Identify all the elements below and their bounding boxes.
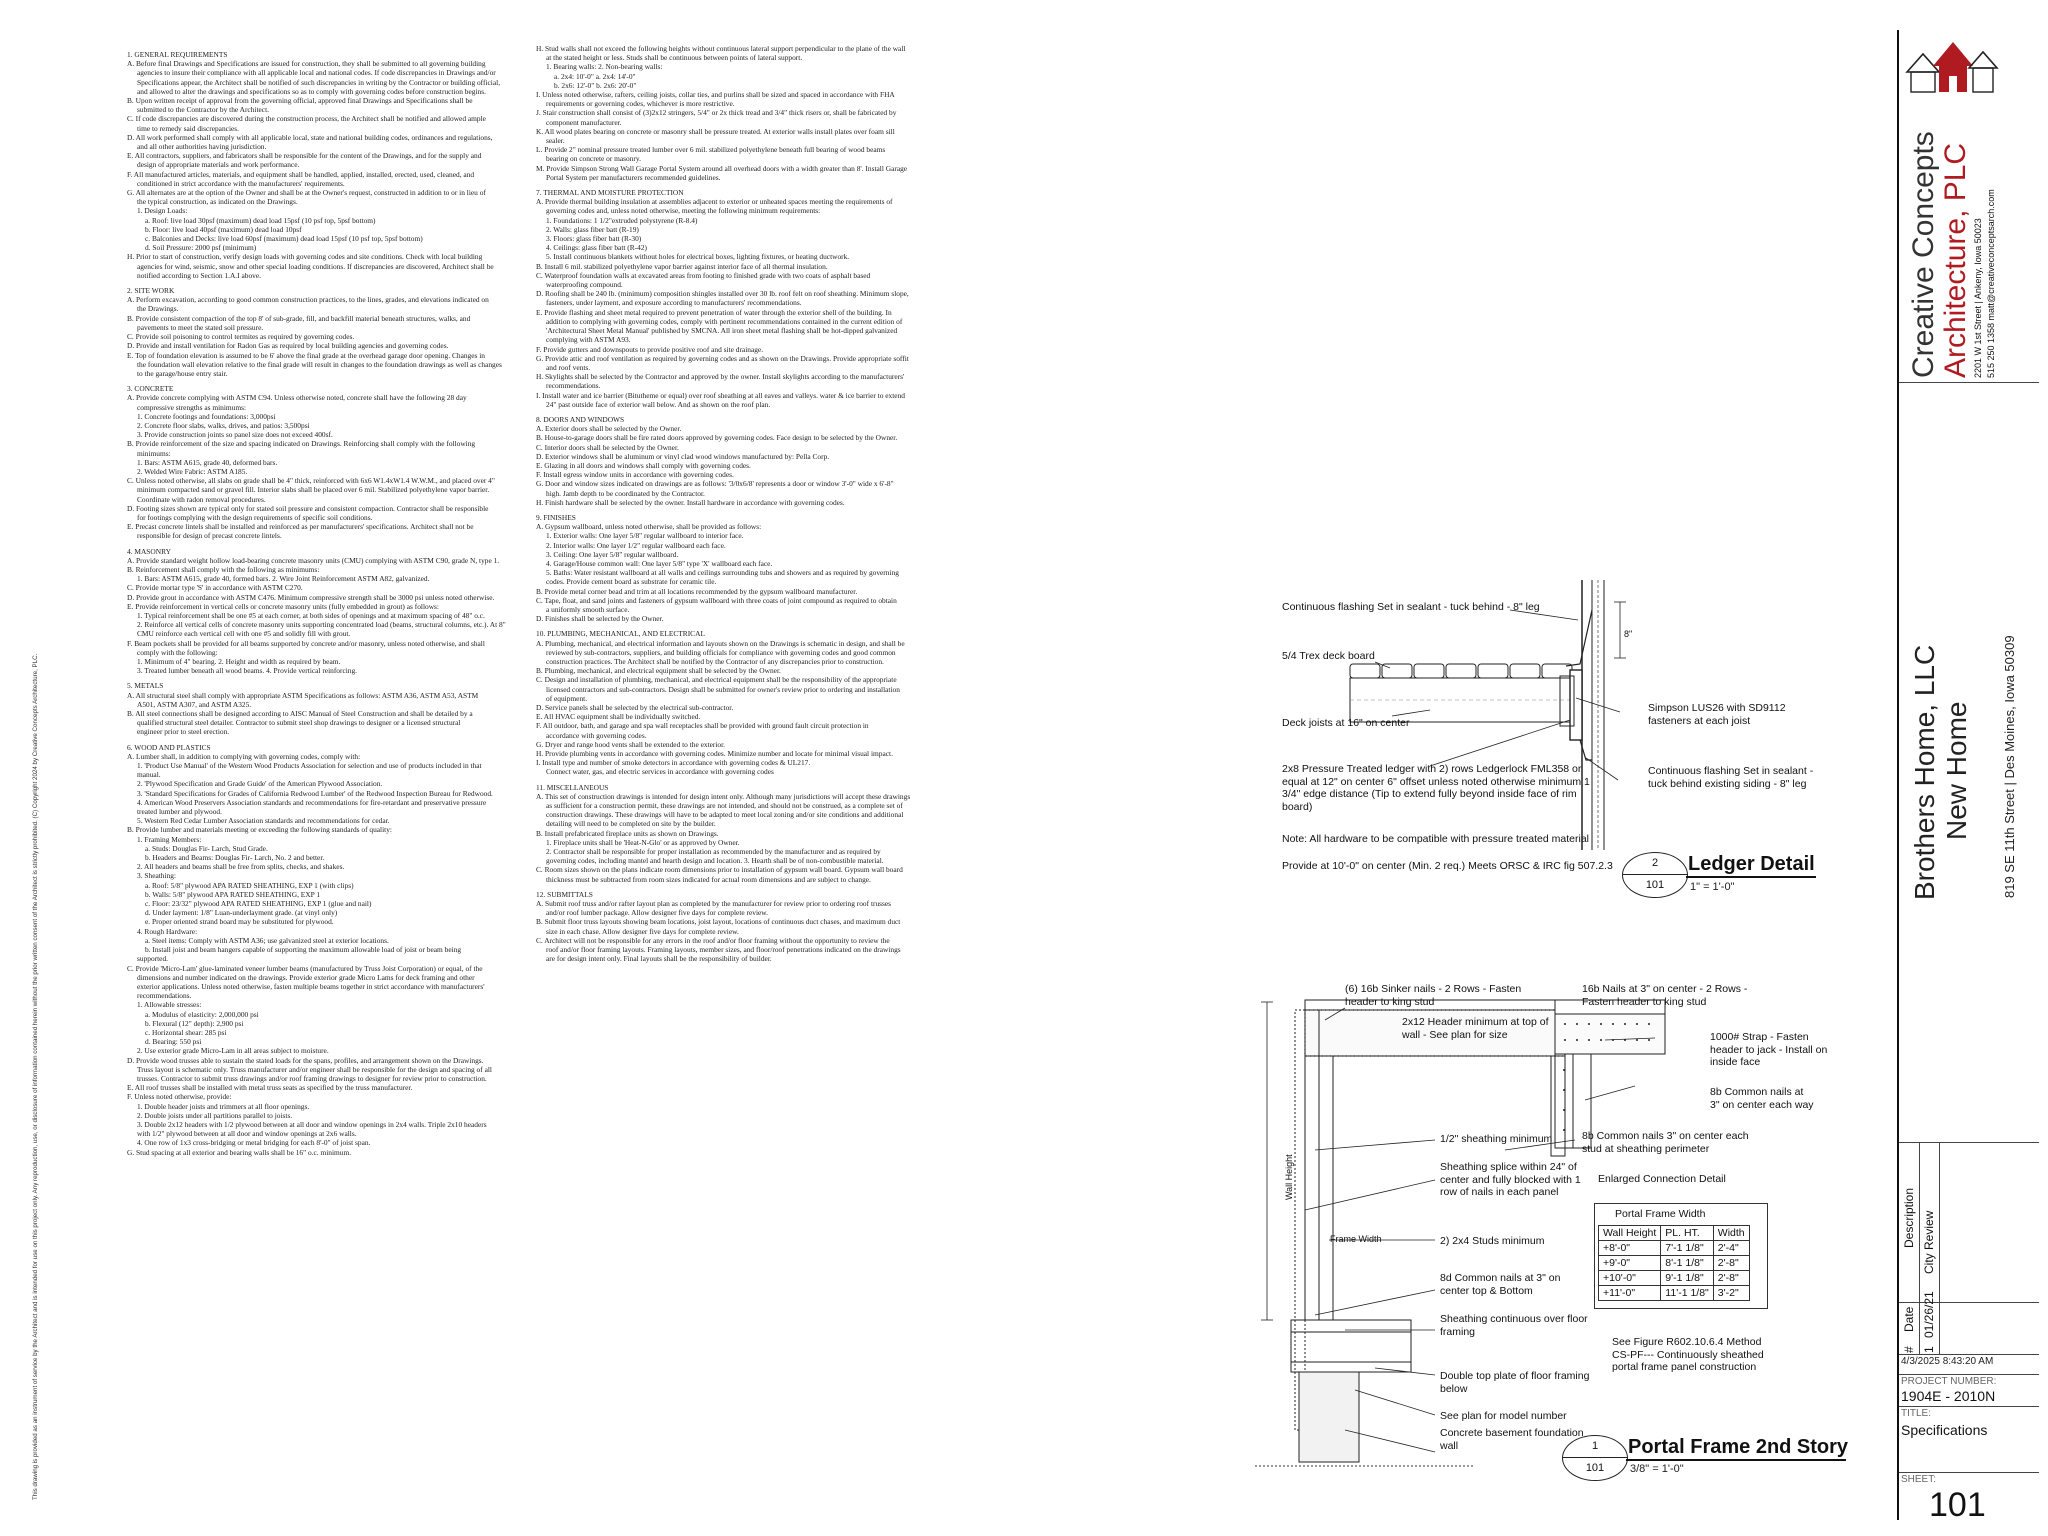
spec-line: 3. 'Standard Specifications for Grades of California Redwood Lumber' of the Redwood Inspection Bureau for Redwood. bbox=[137, 788, 493, 798]
spec-line: C. Tape, float, and sand joints and fasteners of gypsum wallboard with three coats of joint compound as required to obtain bbox=[536, 595, 897, 605]
spec-line: A. Exterior doors shall be selected by the Owner. bbox=[536, 424, 682, 434]
spec-line: F. Unless noted otherwise, provide: bbox=[127, 1092, 232, 1102]
portal-frame-width-table-title: Portal Frame Width bbox=[1615, 1208, 1706, 1220]
spec-line: addition to complying with governing codes, comply with pertinent recommendations contained in the current edition of bbox=[546, 316, 903, 326]
portal-note-continuous: Sheathing continuous over floor framing bbox=[1440, 1313, 1588, 1338]
spec-line: a. Steel items: Comply with ASTM A36; use galvanized steel at exterior locations. bbox=[145, 935, 389, 945]
firm-name-line1: Creative Concepts bbox=[1907, 131, 1940, 378]
spec-line: 1. Exterior walls: One layer 5/8" regular wallboard to interior face. bbox=[546, 531, 744, 541]
spec-line: and allowed to alter the drawings and specifications so as to comply with governing codes before construction begins. bbox=[137, 86, 486, 96]
spec-line: 4. MASONRY bbox=[127, 546, 171, 556]
portal-detail-bubble bbox=[1562, 1435, 1628, 1481]
spec-line: 2. Use exterior grade Micro-Lam in all areas subject to moisture. bbox=[137, 1046, 329, 1056]
spec-line: design of appropriate materials and work performance. bbox=[137, 160, 300, 170]
spec-line: 1. Bearing walls: 2. Non-bearing walls: bbox=[546, 62, 663, 72]
client-name: Brothers Home, LLC bbox=[1909, 644, 1940, 900]
spec-line: F. Install egress window units in accordance with governing codes. bbox=[536, 470, 734, 480]
spec-line: and roof vents. bbox=[546, 362, 591, 372]
spec-line: B. Reinforcement shall comply with the following as minimums: bbox=[127, 564, 320, 574]
spec-line: governing codes and, unless noted otherwise, meeting the following minimum requirements: bbox=[546, 206, 821, 216]
spec-line: 3. Provide construction joints so panel size does not exceed 400sf. bbox=[137, 430, 333, 440]
spec-line: A. Gypsum wallboard, unless noted otherwise, shall be provided as follows: bbox=[536, 522, 762, 532]
spec-line: 5. METALS bbox=[127, 681, 164, 691]
spec-line: exterior applications. Unless noted otherwise, fasten multiple beams together in strict accordance with manufacturers' bbox=[137, 981, 485, 991]
spec-line: 8. DOORS AND WINDOWS bbox=[536, 414, 625, 424]
ledger-title-rule bbox=[1686, 876, 1816, 878]
spec-line: G. Provide attic and roof ventilation as required by governing codes and as shown on the Drawings. Provide appropriate soffit bbox=[536, 353, 909, 363]
ledger-note-hardware: Note: All hardware to be compatible with pressure treated material bbox=[1282, 833, 1589, 845]
spec-line: 4. American Wood Preservers Association standards and recommendations for fire-retardant and preservative pressure bbox=[137, 797, 487, 807]
ledger-note-trex: 5/4 Trex deck board bbox=[1282, 650, 1375, 662]
spec-line: B. Install 6 mil. stabilized polyethylene vapor barrier against interior face of all thermal insulation. bbox=[536, 261, 828, 271]
print-timestamp: 4/3/2025 8:43:20 AM bbox=[1901, 1356, 1994, 1367]
spec-line: pavements to meet the stated soil pressure. bbox=[137, 322, 264, 332]
spec-line: recommendations. bbox=[137, 991, 192, 1001]
portal-detail-sheet: 101 bbox=[1585, 1462, 1605, 1474]
spec-line: complying with ASTM A93. bbox=[546, 335, 631, 345]
spec-line: I. Unless noted otherwise, rafters, ceiling joists, collar ties, and purlins shall be sized and spaced in accordance with FHA bbox=[536, 90, 895, 100]
spec-line: A. Provide concrete complying with ASTM C94. Unless otherwise noted, concrete shall have the following 28 day bbox=[127, 393, 467, 403]
spec-line: B. Upon written receipt of approval from the governing official, approved final Drawings and Specifications shall be bbox=[127, 96, 473, 106]
table-cell: +8'-0" bbox=[1599, 1241, 1661, 1256]
spec-line: 1. Bars: ASTM A615, grade 40, deformed bars. bbox=[137, 457, 278, 467]
spec-line: Coordinate with radon removal procedures. bbox=[137, 494, 266, 504]
spec-line: e. Proper oriented strand board may be substituted for plywood. bbox=[145, 917, 334, 927]
spec-line: b. Headers and Beams: Douglas Fir- Larch, No. 2 and better. bbox=[145, 853, 325, 863]
spec-line: G. Dryer and range hood vents shall be extended to the exterior. bbox=[536, 739, 726, 749]
portal-note-figure: See Figure R602.10.6.4 Method CS-PF--- Continuously sheathed portal frame panel construction bbox=[1612, 1336, 1764, 1373]
rev-row-num: 1 bbox=[1922, 1346, 1936, 1353]
spec-line: 11. MISCELLANEOUS bbox=[536, 782, 609, 792]
spec-line: L. Provide 2" nominal pressure treated lumber over 6 mil. stabilized polyethylene beneath full bearing of wood beams bbox=[536, 145, 886, 155]
spec-line: E. All contractors, suppliers, and fabricators shall be responsible for the content of the Drawings, and for the supply and bbox=[127, 151, 482, 161]
spec-line: A. Submit roof truss and/or rafter layout plan as completed by the manufacturer for review prior to ordering roof trusses bbox=[536, 899, 892, 909]
portal-note-sinker: (6) 16b Sinker nails - 2 Rows - Fasten header to king stud bbox=[1345, 983, 1522, 1008]
spec-line: I. Install type and number of smoke detectors in accordance with governing codes & UL217. bbox=[536, 758, 811, 768]
title-block bbox=[1897, 30, 2039, 1524]
spec-line: 4. One row of 1x3 cross-bridging or metal bridging for each 8'-0" of joist span. bbox=[137, 1138, 371, 1148]
spec-line: 1. 'Product Use Manual' of the Western Wood Products Association for selection and use of products included in that bbox=[137, 761, 482, 771]
spec-line: the foundation wall elevation relative to the final grade will result in changes to the foundation drawings as well as changes bbox=[137, 359, 502, 369]
sheet-label: SHEET: bbox=[1901, 1474, 1937, 1485]
spec-line: A. Before final Drawings and Specifications are issued for construction, they shall be submitted to all governing building bbox=[127, 59, 486, 69]
spec-line: 2. SITE WORK bbox=[127, 286, 175, 296]
portal-note-model: See plan for model number bbox=[1440, 1410, 1567, 1422]
sheet-number: 101 bbox=[1929, 1486, 1986, 1524]
portal-detail-title: Portal Frame 2nd Story bbox=[1628, 1436, 1849, 1458]
table-row bbox=[1599, 1256, 1750, 1271]
rev-header-num: # bbox=[1902, 1346, 1916, 1353]
spec-line: c. Floor: 23/32" plywood APA RATED SHEATHING, EXP 1 (glue and nail) bbox=[145, 899, 372, 909]
spec-line: C. Provide 'Micro-Lam' glue-laminated veneer lumber beams (manufactured by Truss Joist Corporation) or equal, of the bbox=[127, 963, 483, 973]
spec-line: 2. Welded Wire Fabric: ASTM A185. bbox=[137, 466, 248, 476]
spec-line: F. Provide gutters and downspouts to provide positive roof and site drainage. bbox=[536, 344, 764, 354]
spec-line: A501, ASTM A307, and ASTM A325. bbox=[137, 699, 252, 709]
spec-line: G. Stud spacing at all exterior and bearing walls shall be 16" o.c. minimum. bbox=[127, 1147, 352, 1157]
spec-line: 1. Double header joists and trimmers at all floor openings. bbox=[137, 1101, 310, 1111]
spec-line: J. Stair construction shall consist of (3)2x12 stringers, 5/4" or 2x thick tread and 3/4" thick risers or, shall be fabricated by bbox=[536, 108, 897, 118]
spec-line: requirements or governing codes, whichever is more restrictive. bbox=[546, 99, 735, 109]
spec-line: agencies to insure their compliance with all applicable local and national codes. If code discrepancies in Drawings and/or bbox=[137, 68, 496, 78]
spec-line: b. 2x6: 12'-0" b. 2x6: 20'-0" bbox=[554, 80, 637, 90]
ledger-note-joists: Deck joists at 16" on center bbox=[1282, 717, 1410, 729]
spec-line: CMU reinforce each vertical cell with one #5 and solidly fill with grout. bbox=[137, 629, 351, 639]
spec-line: 1. Foundations: 1 1/2"extruded polystyrene (R-8.4) bbox=[546, 215, 698, 225]
spec-line: D. Footing sizes shown are typical only for stated soil pressure and consistent compaction. Contractor shall be responsible bbox=[127, 503, 489, 513]
spec-line: sealer. bbox=[546, 136, 565, 146]
spec-line: recommendations. bbox=[546, 381, 601, 391]
spec-line: H. Provide plumbing vents in accordance with governing codes. Minimize number and locate for minimal visual impact. bbox=[536, 749, 893, 759]
spec-line: of equipment. bbox=[546, 693, 588, 703]
spec-line: roof and/or floor framing layouts. Framing layouts, member sizes, and floor/roof penetrations indicated on the drawings bbox=[546, 945, 901, 955]
spec-line: a. Studs: Douglas Fir- Larch, Stud Grade. bbox=[145, 843, 268, 853]
spec-line: E. All HVAC equipment shall be individually switched. bbox=[536, 712, 701, 722]
spec-line: construction drawings. These drawings will have to be adapted to meet local zoning and/or site conditions and additional bbox=[546, 810, 904, 820]
ledger-detail-title: Ledger Detail bbox=[1688, 853, 1815, 875]
spec-line: 24" past outside face of exterior wall below. And as shown on the roof plan. bbox=[546, 399, 771, 409]
spec-line: B. Provide reinforcement of the size and spacing indicated on Drawings. Reinforcing shall comply with the following bbox=[127, 439, 476, 449]
spec-line: 2. Walls: glass fiber batt (R-19) bbox=[546, 224, 639, 234]
spec-line: D. Roofing shall be 240 lb. (minimum) composition shingles installed over 30 lb. roof felt on roof sheathing. Minimum slope, bbox=[536, 289, 909, 299]
spec-line: a uniformly smooth surface. bbox=[546, 604, 630, 614]
spec-line: for footings complying with the design requirements of specific soil conditions. bbox=[137, 512, 373, 522]
spec-line: d. Soil Pressure: 2000 psf (minimum) bbox=[145, 243, 257, 253]
spec-line: 2. Reinforce all vertical cells of concrete masonry units supporting concentrated load (beams, structural columns, etc.). At 8" bbox=[137, 620, 506, 630]
spec-line: reviewed by sub-contractors, suppliers, and building officials for compliance with governing codes and good common bbox=[546, 647, 896, 657]
spec-line: bearing on concrete or masonry. bbox=[546, 154, 641, 164]
table-cell: 9'-1 1/8" bbox=[1661, 1271, 1713, 1286]
spec-line: waterproofing compound. bbox=[546, 280, 623, 290]
spec-line: H. Skylights shall be selected by the Contractor and approved by the owner. Install skylights according to the manufacturers' bbox=[536, 372, 905, 382]
spec-line: and all other authorities having jurisdiction. bbox=[137, 142, 267, 152]
portal-frame-width-table bbox=[1598, 1225, 1750, 1301]
spec-line: 3. Ceiling: One layer 5/8" regular wallboard. bbox=[546, 549, 679, 559]
spec-line: fasteners, under layment, and exposure according to manufacturers' recommendations. bbox=[546, 298, 802, 308]
spec-line: the Drawings. bbox=[137, 304, 179, 314]
table-cell: +11'-0" bbox=[1599, 1286, 1661, 1301]
spec-line: C. Unless noted otherwise, all slabs on grade shall be 4" thick, reinforced with 6x6 W1.4xW1.4 W.W.M., and placed over 4" bbox=[127, 476, 495, 486]
spec-line: E. Provide flashing and sheet metal required to prevent penetration of water through the exterior shell of the building. In bbox=[536, 307, 892, 317]
spec-line: 1. Allowable stresses: bbox=[137, 1000, 202, 1010]
spec-line: conditioned in strict accordance with the manufacturers' requirements. bbox=[137, 178, 345, 188]
spec-line: B. Plumbing, mechanical, and electrical equipment shall be selected by the Owner. bbox=[536, 666, 781, 676]
spec-line: d. Under layment: 1/8" Luan-underlayment grade. (at vinyl only) bbox=[145, 908, 338, 918]
table-cell: 8'-1 1/8" bbox=[1661, 1256, 1713, 1271]
spec-line: B. Provide consistent compaction of the top 8' of sub-grade, fill, and backfill material beneath structures, walks, and bbox=[127, 313, 471, 323]
spec-line: thickness must be subtracted from room sizes indicated for actual room dimensions and are subject to change. bbox=[546, 874, 871, 884]
spec-line: minimum compacted sand or gravel fill. Interior slabs shall be placed over 6 mil. Stabilized polyethylene vapor barrier. bbox=[137, 485, 490, 495]
spec-line: C. Provide mortar type 'S' in accordance with ASTM C270. bbox=[127, 583, 303, 593]
portal-note-8b-common-b: 8b Common nails 3" on center each stud at sheathing perimeter bbox=[1582, 1130, 1749, 1155]
firm-logo bbox=[1903, 32, 2003, 94]
table-header: Width bbox=[1713, 1226, 1749, 1241]
table-header: PL. HT. bbox=[1661, 1226, 1713, 1241]
portal-detail-number: 1 bbox=[1591, 1440, 1599, 1452]
spec-line: 'Architectural Sheet Metal Manual' published by SMCNA. All iron sheet metal flashing shall be hot-dipped galvanized bbox=[546, 326, 898, 336]
spec-line: a. Modulus of elasticity: 2,000,000 psi bbox=[145, 1009, 259, 1019]
ledger-note-ledger: 2x8 Pressure Treated ledger with 2) rows Ledgerlock FML358 or equal at 12" on center 6" offset unless noted otherwise minimum 1 3/4" edge distance (Tip to extend fully beyond inside face of rim board) bbox=[1282, 763, 1590, 813]
spec-line: b. Floor: live load 40psf (maximum) dead load 10psf bbox=[145, 224, 302, 234]
spec-line: E. Top of foundation elevation is assumed to be 6' above the final grade at the overhead garage door opening. Changes in bbox=[127, 350, 485, 360]
spec-line: 7. THERMAL AND MOISTURE PROTECTION bbox=[536, 188, 684, 198]
rev-header-description: Description bbox=[1902, 1187, 1916, 1248]
spec-line: responsible for design of precast concrete lintels. bbox=[137, 531, 282, 541]
spec-line: A. Provide standard weight hollow load-bearing concrete masonry units (CMU) complying with ASTM C90, grade N, type 1. bbox=[127, 555, 500, 565]
portal-title-rule bbox=[1626, 1459, 1846, 1461]
portal-note-16b-nails: 16b Nails at 3" on center - 2 Rows - Fasten header to king stud bbox=[1582, 983, 1748, 1008]
spec-line: A. All structural steel shall comply with appropriate ASTM Specifications as follows: ASTM A36, ASTM A53, ASTM bbox=[127, 690, 479, 700]
spec-line: size in each chase. Allow designer five days for complete review. bbox=[546, 926, 739, 936]
table-cell: 11'-1 1/8" bbox=[1661, 1286, 1713, 1301]
spec-line: B. Provide metal corner bead and trim at all locations recommended by the gypsum wallboard manufacturer. bbox=[536, 586, 858, 596]
spec-line: K. All wood plates bearing on concrete or masonry shall be pressure treated. At exterior walls install plates over foam sill bbox=[536, 126, 895, 136]
sheet-title: Specifications bbox=[1901, 1422, 1988, 1438]
portal-note-sheathing: 1/2" sheathing minimum bbox=[1440, 1133, 1553, 1145]
spec-line: Truss layout is schematic only. Truss manufacturer and/or engineer shall be responsible for the design and spacing of all bbox=[137, 1064, 492, 1074]
firm-name-line2: Architecture, PLC bbox=[1939, 142, 1972, 378]
spec-line: component manufacturer. bbox=[546, 117, 622, 127]
spec-line: construction practices. The Architect shall be notified by the Contractor of any discrepancies prior to construction. bbox=[546, 657, 884, 666]
site-address: 819 SE 11th Street | Des Moines, Iowa 50309 bbox=[2002, 635, 2017, 898]
ledger-detail-bubble bbox=[1622, 852, 1688, 898]
ledger-note-dimension: 8" bbox=[1624, 629, 1633, 639]
spec-line: G. Door and window sizes indicated on drawings are as follows: '3/0x6/8' represents a door or window 3'-0" wide x 6'-8" bbox=[536, 479, 894, 489]
spec-line: c. Balconies and Decks: live load 60psf (maximum) dead load 15psf (10 psf top, 5psf bottom) bbox=[145, 234, 423, 244]
spec-line: 1. Bars: ASTM A615, grade 40, formed bars. 2. Wire Joint Reinforcement ASTM A82, galvanized. bbox=[137, 574, 430, 584]
spec-line: D. All work performed shall comply with all applicable local, state and national building codes, ordinances and regulations, bbox=[127, 132, 493, 142]
spec-line: D. Provide wood trusses able to sustain the stated loads for the spans, profiles, and arrangement shown on the Drawings. bbox=[127, 1055, 484, 1065]
spec-line: qualified structural steel detailer. Contractor to submit steel shop drawings to designer or a licensed structural bbox=[137, 718, 461, 728]
table-cell: +10'-0" bbox=[1599, 1271, 1661, 1286]
table-cell: 2'-8" bbox=[1713, 1256, 1749, 1271]
spec-line: 10. PLUMBING, MECHANICAL, AND ELECTRICAL bbox=[536, 629, 705, 639]
spec-line: 1. GENERAL REQUIREMENTS bbox=[127, 50, 228, 59]
spec-line: B. Install prefabricated fireplace units as shown on Drawings. bbox=[536, 828, 719, 838]
spec-line: 2. Contractor shall be responsible for proper installation as recommended by the manufacturer and as required by bbox=[546, 847, 881, 857]
rev-row-description: City Review bbox=[1922, 1210, 1936, 1274]
portal-wall-height-label: Wall Height bbox=[1284, 1154, 1294, 1200]
rev-header-date: Date bbox=[1902, 1306, 1916, 1332]
spec-line: A. Lumber shall, in addition to complying with governing codes, comply with: bbox=[127, 751, 361, 761]
spec-line: F. All manufactured articles, materials, and equipment shall be handled, applied, installed, erected, used, cleaned, and bbox=[127, 169, 475, 179]
spec-line: a. 2x4: 10'-0" a. 2x4: 14'-0" bbox=[554, 71, 636, 81]
spec-line: 3. Double 2x12 headers with 1/2 plywood between at all door and window openings in 2x4 walls. Triple 2x10 headers bbox=[137, 1119, 487, 1129]
portal-note-8b-common-a: 8b Common nails at 3" on center each way bbox=[1710, 1086, 1814, 1111]
ledger-note-simpson: Simpson LUS26 with SD9112 fasteners at each joist bbox=[1648, 702, 1786, 727]
spec-line: 4. Ceilings: glass fiber batt (R-42) bbox=[546, 243, 647, 253]
spec-line: b. Flexural (12" depth): 2,900 psi bbox=[145, 1018, 244, 1028]
spec-line: C. Architect will not be responsible for any errors in the roof and/or floor framing without the opportunity to review the bbox=[536, 935, 890, 945]
project-number: 1904E - 2010N bbox=[1901, 1388, 1996, 1404]
portal-detail-scale: 3/8" = 1'-0" bbox=[1630, 1463, 1684, 1475]
spec-line: are for design intent only. Final layouts shall be the responsibility of builder. bbox=[546, 954, 772, 964]
spec-line: 2. Concrete floor slabs, walks, drives, and patios: 3,500psi bbox=[137, 420, 310, 430]
spec-line: 2. 'Plywood Specification and Grade Guide' of the American Plywood Association. bbox=[137, 779, 383, 789]
firm-address: 2201 W 1st Street | Ankeny, Iowa 50023 bbox=[1973, 218, 1983, 378]
spec-line: 6. WOOD AND PLASTICS bbox=[127, 742, 211, 752]
spec-line: 1. Concrete footings and foundations: 3,000psi bbox=[137, 411, 276, 421]
spec-line: Connect water, gas, and electric services in accordance with governing codes bbox=[546, 767, 774, 777]
portal-note-splice: Sheathing splice within 24" of center and fully blocked with 1 row of nails in each panel bbox=[1440, 1161, 1581, 1198]
spec-line: 5. Western Red Cedar Lumber Association standards and recommendations for cedar. bbox=[137, 816, 390, 826]
spec-line: 1. Design Loads: bbox=[137, 206, 188, 216]
spec-line: supported. bbox=[137, 954, 168, 964]
spec-line: comply with the following: bbox=[137, 647, 218, 657]
spec-line: E. Precast concrete lintels shall be installed and reinforced as per manufacturers' specifications. Architect shall not be bbox=[127, 522, 474, 532]
spec-line: 3. Treated lumber beneath all wood beams. 4. Provide vertical reinforcing. bbox=[137, 666, 358, 676]
spec-line: D. Exterior windows shall be aluminum or vinyl clad wood windows manufactured by: Pella Corp. bbox=[536, 451, 830, 461]
spec-line: b. Install joist and beam hangers capable of supporting the maximum allowable load of joist or beam being bbox=[145, 945, 462, 955]
portal-frame-width-label: Frame Width bbox=[1330, 1234, 1382, 1244]
spec-line: trusses. Contractor to submit truss drawings and/or roof framing drawings to designer for review prior to construction. bbox=[137, 1073, 487, 1083]
portal-note-header: 2x12 Header minimum at top of wall - See plan for size bbox=[1402, 1016, 1549, 1041]
spec-line: engineer prior to steel erection. bbox=[137, 727, 230, 737]
spec-line: H. Stud walls shall not exceed the following heights without continuous lateral support perpendicular to the plane of the wall bbox=[536, 44, 906, 53]
spec-line: A. Perform excavation, according to good common construction practices, to the lines, grades, and elevations indicated on bbox=[127, 295, 489, 305]
portal-note-double-plate: Double top plate of floor framing below bbox=[1440, 1370, 1590, 1395]
ledger-note-flashing-bottom: Continuous flashing Set in sealant - tuck behind existing siding - 8" leg bbox=[1648, 765, 1814, 790]
rev-row-date: 01/26/21 bbox=[1922, 1291, 1936, 1338]
spec-line: E. Glazing in all doors and windows shall comply with governing codes. bbox=[536, 460, 751, 470]
spec-line: D. Provide grout in accordance with ASTM C476. Minimum compressive strength shall be 3000 psi unless noted otherwise. bbox=[127, 592, 495, 602]
spec-line: at the stated height or less. Studs shall be continuous between points of lateral support. bbox=[546, 53, 803, 63]
spec-line: A. Plumbing, mechanical, and electrical information and layouts shown on the Drawings is schematic in design, and shall be bbox=[536, 638, 905, 648]
spec-line: compressive strengths as minimums: bbox=[137, 402, 247, 412]
spec-line: B. Provide lumber and materials meeting or exceeding the following standards of quality: bbox=[127, 825, 392, 835]
table-header: Wall Height bbox=[1599, 1226, 1661, 1241]
portal-note-studs: 2) 2x4 Studs minimum bbox=[1440, 1235, 1545, 1247]
spec-line: the typical construction, as indicated on the Drawings. bbox=[137, 197, 298, 207]
spec-line: B. All steel connections shall be designed according to AISC Manual of Steel Construction and shall be detailed by a bbox=[127, 709, 473, 719]
specifications-column-right bbox=[536, 44, 934, 964]
spec-line: licensed contractors and sub-contractors. Design shall be submitted for owner's review prior to ordering and installation bbox=[546, 684, 900, 694]
spec-line: C. Provide soil poisoning to control termites as required by governing codes. bbox=[127, 332, 355, 342]
specifications-column-left bbox=[127, 44, 522, 1157]
spec-line: E. All roof trusses shall be installed with metal truss seats as specified by the truss manufacturer. bbox=[127, 1083, 413, 1093]
spec-line: 4. Rough Hardware: bbox=[137, 926, 198, 936]
spec-line: C. If code discrepancies are discovered during the construction process, the Architect shall be notified and allowed ample bbox=[127, 114, 486, 124]
spec-line: to the garage/house entry stair. bbox=[137, 368, 228, 378]
spec-line: agencies for wind, seismic, snow and other special loading conditions. If discrepancies are discovered, Architect shall be bbox=[137, 261, 494, 271]
portal-note-enlarged: Enlarged Connection Detail bbox=[1598, 1173, 1726, 1185]
spec-line: b. Walls: 5/8" plywood APA RATED SHEATHING, EXP 1 bbox=[145, 889, 321, 899]
ledger-detail-number: 2 bbox=[1651, 857, 1659, 869]
ledger-detail-scale: 1" = 1'-0" bbox=[1690, 881, 1735, 893]
ledger-note-flashing-top: Continuous flashing Set in sealant - tuck behind - 8" leg bbox=[1282, 601, 1540, 613]
table-cell: +9'-0" bbox=[1599, 1256, 1661, 1271]
portal-note-basement: Concrete basement foundation wall bbox=[1440, 1427, 1584, 1452]
spec-line: C. Room sizes shown on the plans indicate room dimensions prior to installation of gypsum wall board. Gypsum wall board bbox=[536, 865, 903, 875]
spec-line: Portal System per manufacturers recommended guidelines. bbox=[546, 172, 721, 182]
spec-line: 1. Typical reinforcement shall be one #5 at each corner, at both sides of openings and at maximum spacing of 48" o.c. bbox=[137, 610, 485, 620]
spec-line: E. Provide reinforcement in vertical cells or concrete masonry units (fully embedded in grout) as follows: bbox=[127, 601, 439, 611]
spec-line: codes. Provide cement board as substrate for ceramic tile. bbox=[546, 577, 717, 587]
spec-line: H. Prior to start of construction, verify design loads with governing codes and site conditions. Check with local building bbox=[127, 252, 483, 262]
firm-contact: 515 250 1358 matt@creativeconceptsarch.com bbox=[1986, 189, 1996, 378]
spec-line: A. This set of construction drawings is intended for design intent only. Although many jurisdictions will accept these drawings bbox=[536, 791, 911, 801]
spec-line: manual. bbox=[137, 770, 161, 780]
spec-line: a. Roof: 5/8" plywood APA RATED SHEATHING, EXP 1 (with clips) bbox=[145, 880, 354, 890]
spec-line: C. Interior doors shall be selected by the Owner. bbox=[536, 442, 679, 452]
table-cell: 2'-8" bbox=[1713, 1271, 1749, 1286]
spec-line: 2. Interior walls: One layer 1/2" regular wallboard each face. bbox=[546, 540, 726, 550]
spec-line: 1. Fireplace units shall be 'Heat-N-Glo' or as approved by Owner. bbox=[546, 837, 740, 847]
spec-line: 1. Framing Members: bbox=[137, 834, 202, 844]
table-cell: 3'-2" bbox=[1713, 1286, 1749, 1301]
spec-line: A. Provide thermal building insulation at assemblies adjacent to exterior or unheated spaces meeting the requirements of bbox=[536, 197, 893, 207]
project-name: New Home bbox=[1941, 701, 1972, 840]
spec-line: F. All outdoor, bath, and garage and spa wall receptacles shall be provided with ground fault circuit protection in bbox=[536, 721, 869, 731]
title-label: TITLE: bbox=[1901, 1408, 1932, 1419]
spec-line: submitted to the Contractor by the Architect. bbox=[137, 105, 269, 115]
spec-line: minimums: bbox=[137, 448, 171, 458]
table-cell: 2'-4" bbox=[1713, 1241, 1749, 1256]
spec-line: D. Provide and install ventilation for Radon Gas as required by local building agencies and governing codes. bbox=[127, 341, 449, 351]
spec-line: C. Design and installation of plumbing, mechanical, and electrical equipment shall be the responsibility of the appropriate bbox=[536, 675, 897, 685]
spec-line: detailing will need to be completed on site by the builder. bbox=[546, 819, 716, 829]
spec-line: with 1/2" plywood between at all door and window openings at 2x6 walls. bbox=[137, 1129, 357, 1139]
portal-note-strap: 1000# Strap - Fasten header to jack - Install on inside face bbox=[1710, 1031, 1828, 1068]
ledger-note-spacing: Provide at 10'-0" on center (Min. 2 req.) Meets ORSC & IRC fig 507.2.3 bbox=[1282, 860, 1613, 872]
spec-line: 5. Install continuous blankets without holes for electrical boxes, lighting fixtures, or heating ductwork. bbox=[546, 252, 850, 262]
spec-line: as sufficient for a construction permit, these drawings are not intended, and should not be construed, as a complete set of bbox=[546, 801, 903, 811]
spec-line: 3. Sheathing: bbox=[137, 871, 177, 881]
spec-line: high. Jamb depth to be coordinated by the Contractor. bbox=[546, 488, 705, 498]
spec-line: B. House-to-garage doors shall be fire rated doors approved by governing codes. Face design to be selected by the Owner. bbox=[536, 433, 898, 443]
spec-line: 3. CONCRETE bbox=[127, 384, 174, 394]
ledger-detail-sheet: 101 bbox=[1645, 879, 1665, 891]
copyright-note: This drawing is provided as an instrument of service by the Architect and is intended for use on this project only. Any reproduction, use, or disclosure of information contained herein without the prior written consent of the Architect is strictly prohibited. (C) Copyright 2024 by Creative Concepts Architecture, PLC. bbox=[32, 653, 39, 1500]
spec-line: a. Roof: live load 30psf (maximum) dead load 15psf (10 psf top, 5psf bottom) bbox=[145, 215, 376, 225]
spec-line: M. Provide Simpson Strong Wall Garage Portal System around all overhead doors with a width greater than 8'. Install Garage bbox=[536, 163, 908, 173]
spec-line: accordance with governing codes. bbox=[546, 730, 647, 740]
spec-line: I. Install water and ice barrier (Bitutheme or equal) over roof sheathing at all eaves and valleys. water & ice barrier to extend bbox=[536, 390, 905, 400]
spec-line: 1. Minimum of 4" bearing. 2. Height and width as required by beam. bbox=[137, 657, 341, 666]
table-row bbox=[1599, 1241, 1750, 1256]
table-row bbox=[1599, 1271, 1750, 1286]
spec-line: dimensions and number indicated on the drawings. Provide exterior grade Micro Lams for deck framing and other bbox=[137, 972, 475, 982]
spec-line: notified according to Section 1.A.I above. bbox=[137, 270, 261, 280]
spec-line: c. Horizontal shear: 285 psi bbox=[145, 1027, 227, 1037]
spec-line: C. Waterproof foundation walls at excavated areas from footing to finished grade with two coats of asphalt based bbox=[536, 270, 871, 280]
spec-line: d. Bearing: 550 psi bbox=[145, 1037, 202, 1047]
portal-note-8d-common: 8d Common nails at 3" on center top & Bottom bbox=[1440, 1272, 1561, 1297]
spec-line: B. Submit floor truss layouts showing beam locations, joist layout, locations of continuous duct chases, and maximum duct bbox=[536, 917, 901, 927]
spec-line: 4. Garage/House common wall: One layer 5/8" type 'X' wallboard each face. bbox=[546, 558, 773, 568]
spec-line: 9. FINISHES bbox=[536, 512, 576, 522]
spec-line: 12. SUBMITTALS bbox=[536, 889, 593, 899]
spec-line: 2. Double joists under all partitions parallel to joists. bbox=[137, 1110, 293, 1120]
spec-line: 5. Baths: Water resistant wallboard at all walls and ceilings surrounding tubs and showers and as required by governing bbox=[546, 568, 899, 578]
spec-line: treated lumber and plywood. bbox=[137, 807, 222, 817]
spec-line: D. Finishes shall be selected by the Owner. bbox=[536, 614, 664, 624]
spec-line: F. Beam pockets shall be provided for all beams supported by concrete and/or masonry, unless noted otherwise, and shall bbox=[127, 638, 485, 648]
spec-line: 3. Floors: glass fiber batt (R-30) bbox=[546, 234, 642, 244]
spec-line: and/or roof lumber package. Allow designer five days for complete review. bbox=[546, 908, 768, 918]
spec-line: time to remedy said discrepancies. bbox=[137, 123, 239, 133]
spec-line: governing codes, including mantel and hearth design and location. 3. Hearth shall be of non-combustible material. bbox=[546, 856, 884, 866]
table-cell: 7'-1 1/8" bbox=[1661, 1241, 1713, 1256]
project-number-label: PROJECT NUMBER: bbox=[1901, 1376, 1997, 1387]
spec-line: G. All alternates are at the option of the Owner and shall be at the Owner's request, constructed in addition to or in lieu of bbox=[127, 188, 486, 198]
spec-line: Specifications appear, the Architect shall be notified of such discrepancies in writing by the Contractor or building official, bbox=[137, 77, 501, 87]
table-row bbox=[1599, 1286, 1750, 1301]
spec-line: H. Finish hardware shall be selected by the owner. Install hardware in accordance with governing codes. bbox=[536, 497, 845, 507]
spec-line: 2. All headers and beams shall be free from splits, checks, and shakes. bbox=[137, 862, 345, 872]
spec-line: D. Service panels shall be selected by the electrical sub-contractor. bbox=[536, 703, 734, 713]
